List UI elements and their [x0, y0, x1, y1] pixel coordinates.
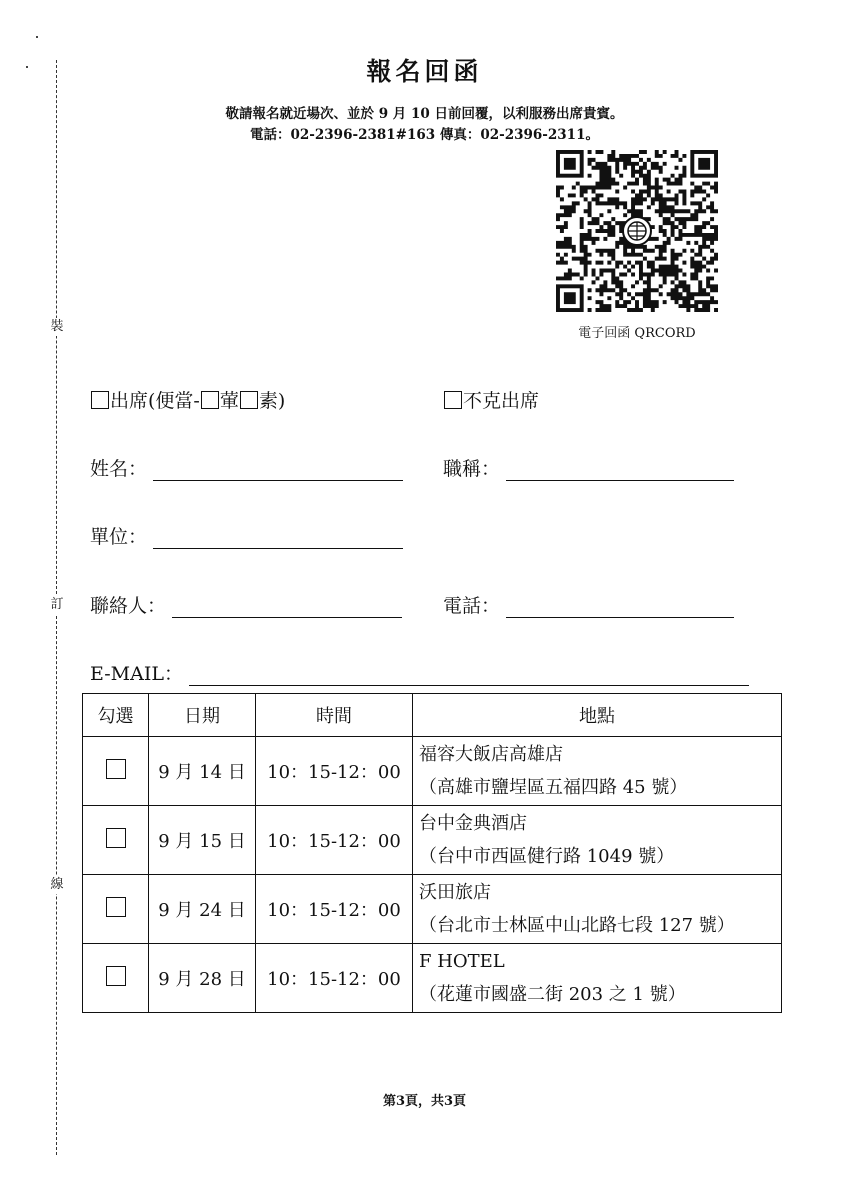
veg-label: 素): [258, 390, 286, 412]
veg-checkbox[interactable]: [240, 391, 258, 409]
contact-person-label: 聯絡人：: [90, 595, 167, 617]
row-place: [413, 875, 782, 944]
qr-logo-icon: [623, 217, 651, 245]
name-field: [90, 454, 403, 481]
qr-code[interactable]: [556, 150, 718, 312]
session-checkbox[interactable]: [106, 828, 126, 848]
place-venue: F HOTEL: [419, 951, 505, 972]
qr-caption: 電子回函 QRCORD: [578, 326, 696, 341]
email-input-line[interactable]: [189, 665, 749, 686]
session-checkbox[interactable]: [106, 966, 126, 986]
row-date: 9 月 14 日: [149, 737, 256, 806]
row-check-cell: [83, 806, 149, 875]
table-row: [83, 737, 782, 806]
schedule-table: [82, 693, 782, 1013]
row-date: 9 月 28 日: [149, 944, 256, 1013]
place-address: （台中市西區健行路 1049 號）: [419, 846, 675, 867]
name-label: 姓名：: [90, 458, 148, 480]
notice-deadline: 敬請報名就近場次、並於 9 月 10 日前回覆，以利服務出席貴賓。: [225, 106, 624, 122]
row-time: 10：15-12：00: [256, 737, 413, 806]
session-checkbox[interactable]: [106, 897, 126, 917]
header-check: 勾選: [83, 694, 149, 737]
unit-label: 單位：: [90, 526, 148, 548]
place-address: （高雄市鹽埕區五福四路 45 號）: [419, 777, 688, 798]
name-input-line[interactable]: [153, 460, 403, 481]
place-address: （台北市士林區中山北路七段 127 號）: [419, 915, 735, 936]
place-venue: 沃田旅店: [419, 882, 491, 903]
place-venue: 台中金典酒店: [419, 813, 527, 834]
meat-label: 葷: [219, 390, 239, 412]
job-title-input-line[interactable]: [506, 460, 734, 481]
header-date: 日期: [149, 694, 256, 737]
attend-option: [90, 386, 285, 413]
table-header-row: [83, 694, 782, 737]
row-time: 10：15-12：00: [256, 875, 413, 944]
decline-option: [443, 386, 539, 413]
phone-label: 電話：: [443, 595, 501, 617]
scan-dot: [36, 36, 38, 38]
email-label: E-MAIL：: [90, 663, 183, 685]
binding-char-zhuang: 裝: [48, 318, 66, 336]
notice-contact: 電話：02-2396-2381#163 傳真：02-2396-2311。: [250, 127, 599, 143]
contact-person-input-line[interactable]: [172, 597, 402, 618]
page-title: 報名回函: [366, 57, 483, 86]
qr-code-icon: [556, 150, 718, 312]
row-time: 10：15-12：00: [256, 944, 413, 1013]
row-date: 9 月 15 日: [149, 806, 256, 875]
header-place: 地點: [413, 694, 782, 737]
unit-field: [90, 522, 403, 549]
session-checkbox[interactable]: [106, 759, 126, 779]
unit-input-line[interactable]: [153, 528, 403, 549]
meat-checkbox[interactable]: [201, 391, 219, 409]
table-row: [83, 875, 782, 944]
page-number: 第3頁，共3頁: [382, 1094, 467, 1109]
decline-label: 不克出席: [463, 390, 540, 412]
row-check-cell: [83, 737, 149, 806]
row-check-cell: [83, 944, 149, 1013]
place-venue: 福容大飯店高雄店: [419, 744, 563, 765]
row-check-cell: [83, 875, 149, 944]
row-date: 9 月 24 日: [149, 875, 256, 944]
row-place: [413, 737, 782, 806]
contact-person-field: [90, 591, 402, 618]
decline-checkbox[interactable]: [444, 391, 462, 409]
binding-char-ding: 訂: [48, 596, 66, 614]
job-title-label: 職稱：: [443, 458, 501, 480]
row-place: [413, 806, 782, 875]
header-time: 時間: [256, 694, 413, 737]
row-place: [413, 944, 782, 1013]
attend-checkbox[interactable]: [91, 391, 109, 409]
phone-field: [443, 591, 734, 618]
table-row: [83, 944, 782, 1013]
job-title-field: [443, 454, 734, 481]
binding-char-xian: 線: [48, 876, 66, 894]
place-address: （花蓮市國盛二街 203 之 1 號）: [419, 984, 686, 1005]
email-field: [90, 659, 749, 686]
phone-input-line[interactable]: [506, 597, 734, 618]
row-time: 10：15-12：00: [256, 806, 413, 875]
table-row: [83, 806, 782, 875]
attend-label: 出席(便當-: [110, 390, 200, 412]
